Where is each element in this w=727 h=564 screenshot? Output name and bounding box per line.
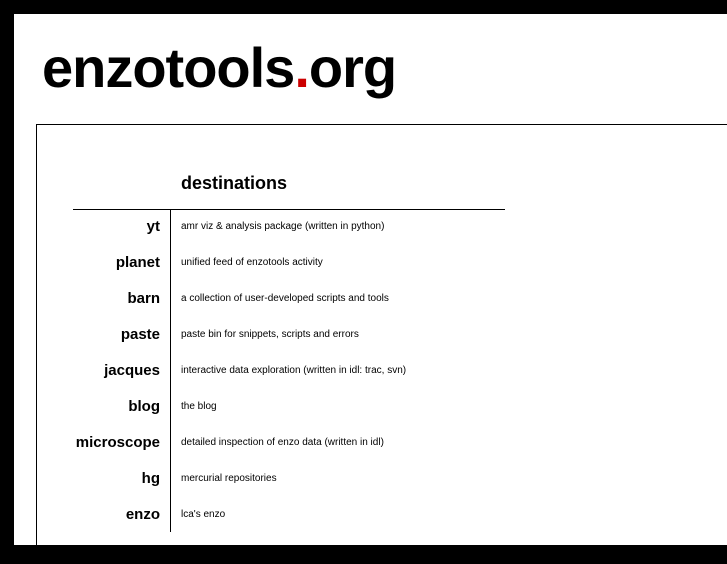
destination-description: the blog xyxy=(181,401,217,412)
destination-row-yt xyxy=(37,210,505,246)
destination-description: interactive data exploration (written in idl: trac, svn) xyxy=(181,365,407,376)
destination-description: amr viz & analysis package (written in python) xyxy=(181,221,385,232)
destination-description: paste bin for snippets, scripts and errors xyxy=(181,329,359,340)
destination-link-enzo[interactable]: enzo xyxy=(125,506,160,523)
logo-dot: . xyxy=(294,36,309,99)
destination-link-microscope[interactable]: microscope xyxy=(75,434,160,451)
logo-main: enzotools xyxy=(42,36,295,99)
destination-row-enzo xyxy=(37,498,505,534)
destination-row-blog xyxy=(37,390,505,426)
destination-row-microscope xyxy=(37,426,505,462)
destination-description: lca's enzo xyxy=(181,509,226,520)
logo-tld: org xyxy=(308,36,397,99)
destination-link-jacques[interactable]: jacques xyxy=(104,362,160,379)
destination-row-planet xyxy=(37,246,505,282)
destination-row-hg xyxy=(37,462,505,498)
destination-link-planet[interactable]: planet xyxy=(115,254,160,271)
destination-link-blog[interactable]: blog xyxy=(128,398,160,415)
destination-link-hg[interactable]: hg xyxy=(141,470,160,487)
destination-description: unified feed of enzotools activity xyxy=(181,257,323,268)
destination-row-barn xyxy=(37,282,505,318)
destinations-heading: destinations xyxy=(181,173,288,193)
page xyxy=(14,14,727,545)
destination-description: a collection of user-developed scripts and tools xyxy=(181,293,389,304)
destination-row-paste xyxy=(37,318,505,354)
destination-row-jacques xyxy=(37,354,505,390)
destination-description: mercurial repositories xyxy=(181,473,277,484)
destination-description: detailed inspection of enzo data (written in idl) xyxy=(181,437,384,448)
destination-link-paste[interactable]: paste xyxy=(120,326,160,343)
destination-link-barn[interactable]: barn xyxy=(127,290,160,307)
destination-link-yt[interactable]: yt xyxy=(146,218,160,235)
destinations-panel xyxy=(36,124,727,564)
site-logo[interactable] xyxy=(42,36,396,100)
